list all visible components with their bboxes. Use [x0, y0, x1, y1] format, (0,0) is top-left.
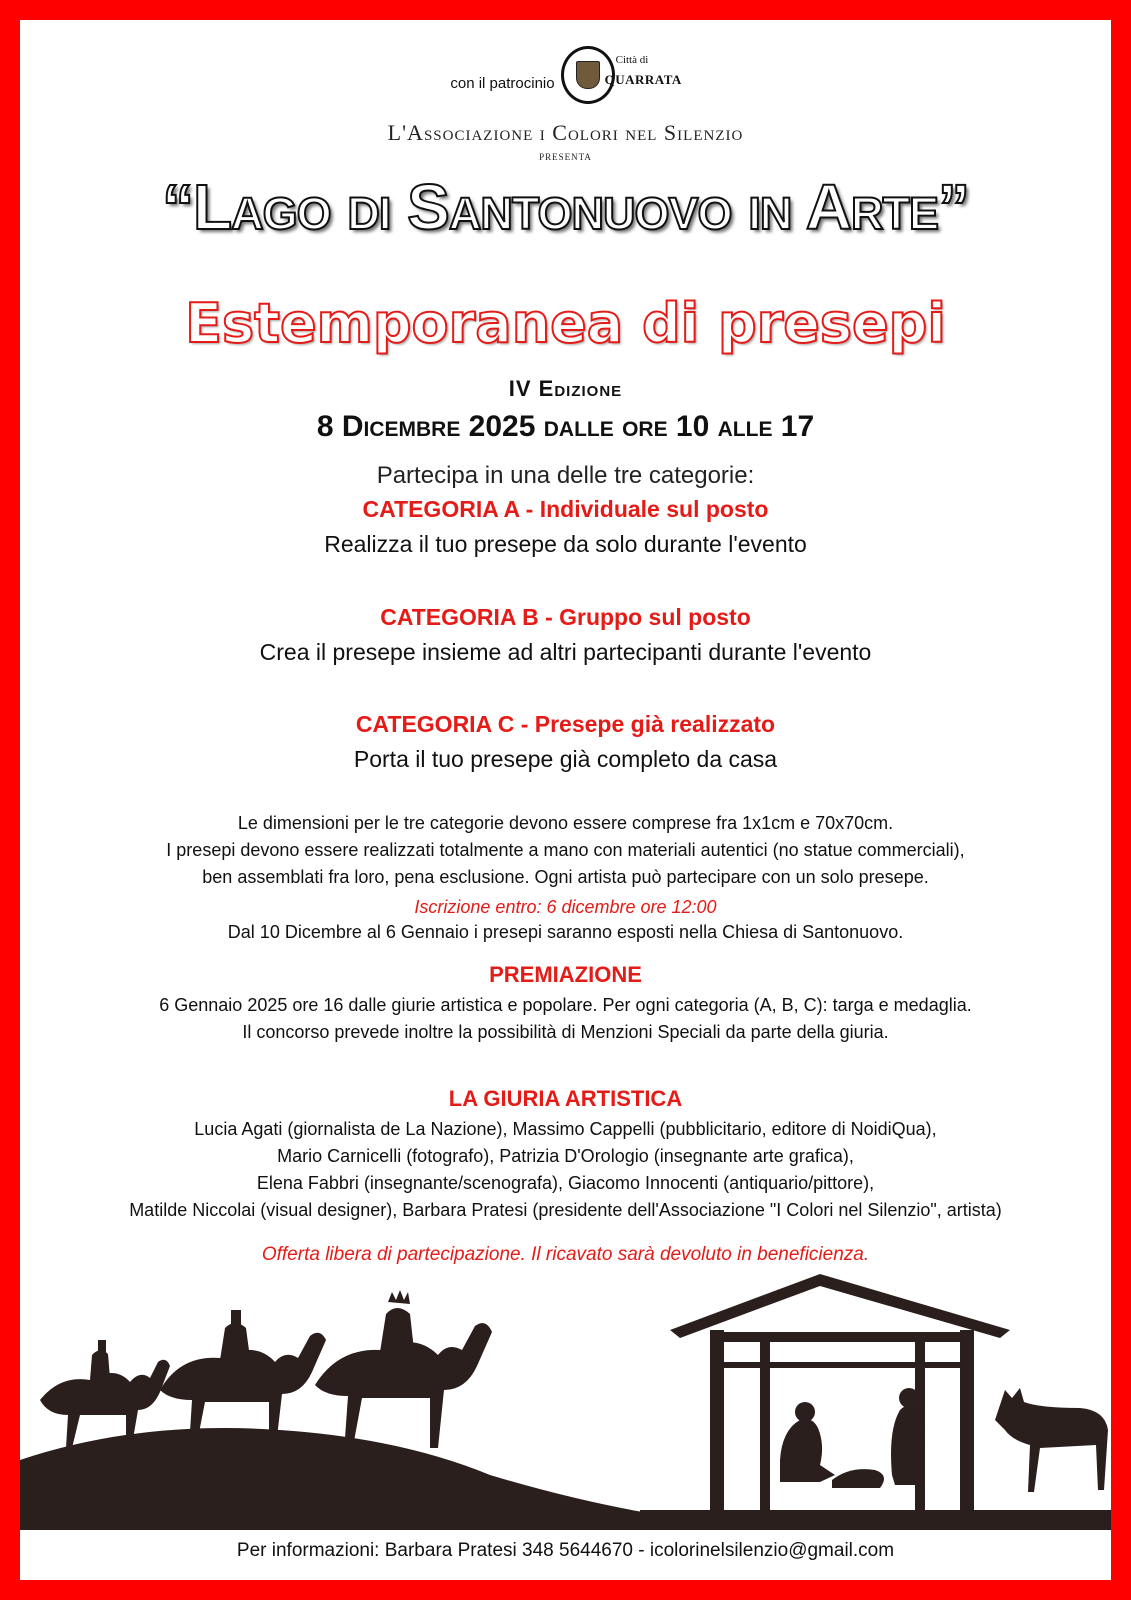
registration-deadline: Iscrizione entro: 6 dicembre ore 12:00 — [414, 897, 717, 917]
category-c-title: CATEGORIA C - Presepe già realizzato — [355, 711, 776, 737]
camel-3-silhouette — [315, 1290, 492, 1452]
awards-heading: PREMIAZIONE — [489, 962, 642, 987]
category-b-description: Crea il presepe insieme ad altri partecipanti durante l'evento — [259, 639, 872, 665]
rules-block — [20, 810, 1111, 891]
city-name: QUARRATA — [604, 72, 682, 87]
jury-list — [20, 1116, 1111, 1224]
category-a-description: Realizza il tuo presepe da solo durante l'evento — [324, 531, 807, 557]
coat-of-arms-icon — [576, 61, 600, 89]
main-title: “Lago di Santonuovo in Arte” — [162, 171, 969, 243]
patronage-text: con il patrocinio — [450, 75, 555, 92]
category-a-title: CATEGORIA A - Individuale sul posto — [362, 496, 769, 522]
jury-line: Lucia Agati (giornalista de La Nazione), Massimo Cappelli (pubblicitario, editore di NoidiQua), — [194, 1119, 937, 1139]
holy-family-silhouette — [780, 1388, 923, 1488]
presents-label: presenta — [539, 148, 592, 163]
donation-note: Offerta libera di partecipazione. Il ricavato sarà devoluto in beneficienza. — [261, 1244, 870, 1265]
association-name: L'Associazione i Colori nel Silenzio — [387, 120, 744, 145]
categories-intro: Partecipa in una delle tre categorie: — [376, 462, 755, 489]
camel-2-silhouette — [160, 1310, 326, 1448]
event-date: 8 Dicembre 2025 dalle ore 10 alle 17 — [316, 410, 815, 443]
category-b-title: CATEGORIA B - Gruppo sul posto — [380, 604, 751, 630]
edition-label: IV Edizione — [508, 376, 623, 401]
jury-line: Elena Fabbri (insegnante/scenografa), Giacomo Innocenti (antiquario/pittore), — [256, 1173, 875, 1193]
patronage-row — [20, 42, 1111, 102]
exhibition-info: Dal 10 Dicembre al 6 Gennaio i presepi saranno esposti nella Chiesa di Santonuovo. — [227, 922, 904, 942]
awards-line: 6 Gennaio 2025 ore 16 dalle giurie artistica e popolare. Per ogni categoria (A, B, C): targa e medaglia. — [159, 995, 972, 1015]
rules-line: ben assemblati fra loro, pena esclusione. Ogni artista può partecipare con un solo presepe. — [202, 867, 929, 887]
donkey-silhouette — [995, 1388, 1108, 1492]
jury-heading: LA GIURIA ARTISTICA — [448, 1086, 683, 1111]
contact-info: Per informazioni: Barbara Pratesi 348 5644670 - icolorinelsilenzio@gmail.com — [236, 1540, 895, 1561]
rules-line: I presepi devono essere realizzati totalmente a mano con materiali autentici (no statue commerciali), — [166, 840, 965, 860]
city-label: Città di — [615, 54, 649, 66]
city-logo — [561, 42, 681, 102]
jury-line: Matilde Niccolai (visual designer), Barbara Pratesi (presidente dell'Associazione "I Colori nel Silenzio", artista) — [129, 1200, 1002, 1220]
hill-silhouette — [20, 1428, 660, 1530]
category-c-description: Porta il tuo presepe già completo da casa — [353, 746, 778, 772]
rules-line: Le dimensioni per le tre categorie devono essere comprese fra 1x1cm e 70x70cm. — [237, 813, 894, 833]
awards-block — [20, 992, 1111, 1046]
camel-1-silhouette — [40, 1340, 170, 1448]
awards-line: Il concorso prevede inoltre la possibilità di Menzioni Speciali da parte della giuria. — [242, 1022, 889, 1042]
jury-line: Mario Carnicelli (fotografo), Patrizia D'Orologio (insegnante arte grafica), — [277, 1146, 854, 1166]
nativity-silhouette — [20, 1270, 1111, 1530]
event-title: Estemporanea di presepi — [185, 292, 946, 355]
